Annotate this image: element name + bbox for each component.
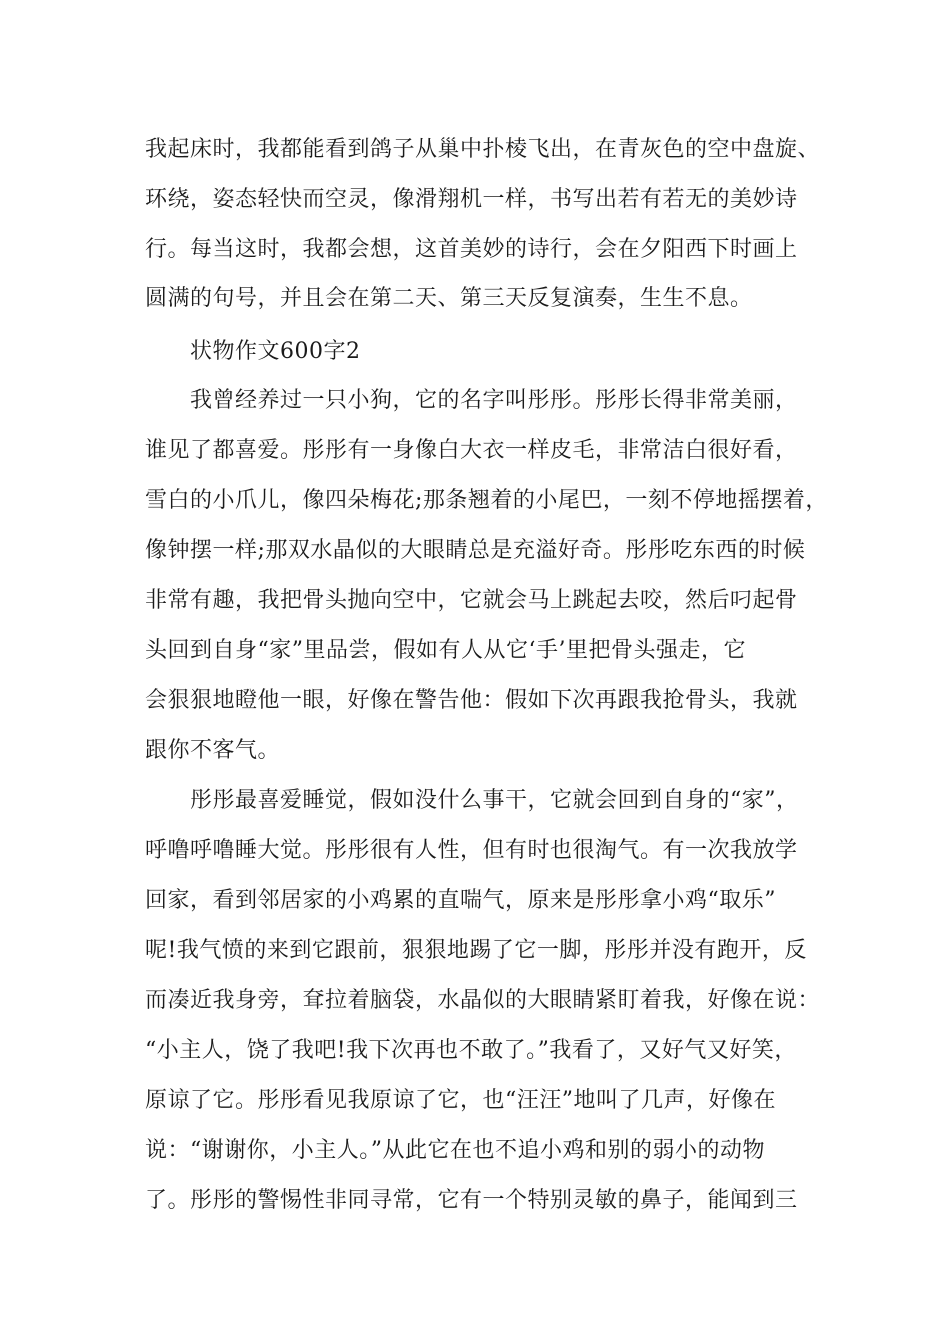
text-line: 原谅了它。彤彤看见我原谅了它，也“汪汪”地叫了几声，好像在 (145, 1088, 776, 1113)
text-line: 雪白的小爪儿，像四朵梅花;那条翘着的小尾巴，一刻不停地摇摆着， (145, 488, 828, 513)
text-line: 说：“谢谢你，小主人。”从此它在也不追小鸡和别的弱小的动物 (145, 1138, 765, 1163)
text-line: “小主人，饶了我吧!我下次再也不敢了。”我看了，又好气又好笑， (145, 1038, 797, 1063)
text-line: 呢!我气愤的来到它跟前，狠狠地踢了它一脚，彤彤并没有跑开，反 (145, 938, 807, 963)
text-line: 我起床时，我都能看到鸽子从巢中扑棱飞出，在青灰色的空中盘旋、 (145, 137, 821, 162)
text-line: 而凑近我身旁，耷拉着脑袋，水晶似的大眼睛紧盯着我，好像在说： (145, 988, 821, 1013)
text-line: 圆满的句号，并且会在第二天、第三天反复演奏，生生不息。 (145, 286, 753, 311)
text-line: 环绕，姿态轻快而空灵，像滑翔机一样，书写出若有若无的美妙诗 (145, 187, 798, 212)
text-line: 头回到自身“家”里品尝，假如有人从它‘手’里把骨头强走，它 (145, 638, 746, 663)
text-line: 彤彤最喜爱睡觉，假如没什么事干，它就会回到自身的“家”， (190, 788, 799, 813)
text-line: 呼噜呼噜睡大觉。彤彤很有人性，但有时也很淘气。有一次我放学 (145, 838, 798, 863)
text-line: 行。每当这时，我都会想，这首美妙的诗行，会在夕阳西下时画上 (145, 237, 798, 262)
text-line: 会狠狠地瞪他一眼，好像在警告他：假如下次再跟我抢骨头，我就 (145, 688, 798, 713)
text-line: 回家，看到邻居家的小鸡累的直喘气，原来是彤彤拿小鸡“取乐” (145, 888, 776, 913)
text-line: 跟你不客气。 (145, 738, 281, 763)
text-line: 我曾经养过一只小狗，它的名字叫彤彤。彤彤长得非常美丽， (190, 388, 798, 413)
text-line: 谁见了都喜爱。彤彤有一身像白大衣一样皮毛，非常洁白很好看， (145, 438, 798, 463)
text-line: 非常有趣，我把骨头抛向空中，它就会马上跳起去咬，然后叼起骨 (145, 588, 798, 613)
text-line: 像钟摆一样;那双水晶似的大眼睛总是充溢好奇。彤彤吃东西的时候 (145, 538, 806, 563)
section-title: 状物作文600字2 (190, 339, 361, 364)
text-line: 了。彤彤的警惕性非同寻常，它有一个特别灵敏的鼻子，能闻到三 (145, 1188, 798, 1213)
